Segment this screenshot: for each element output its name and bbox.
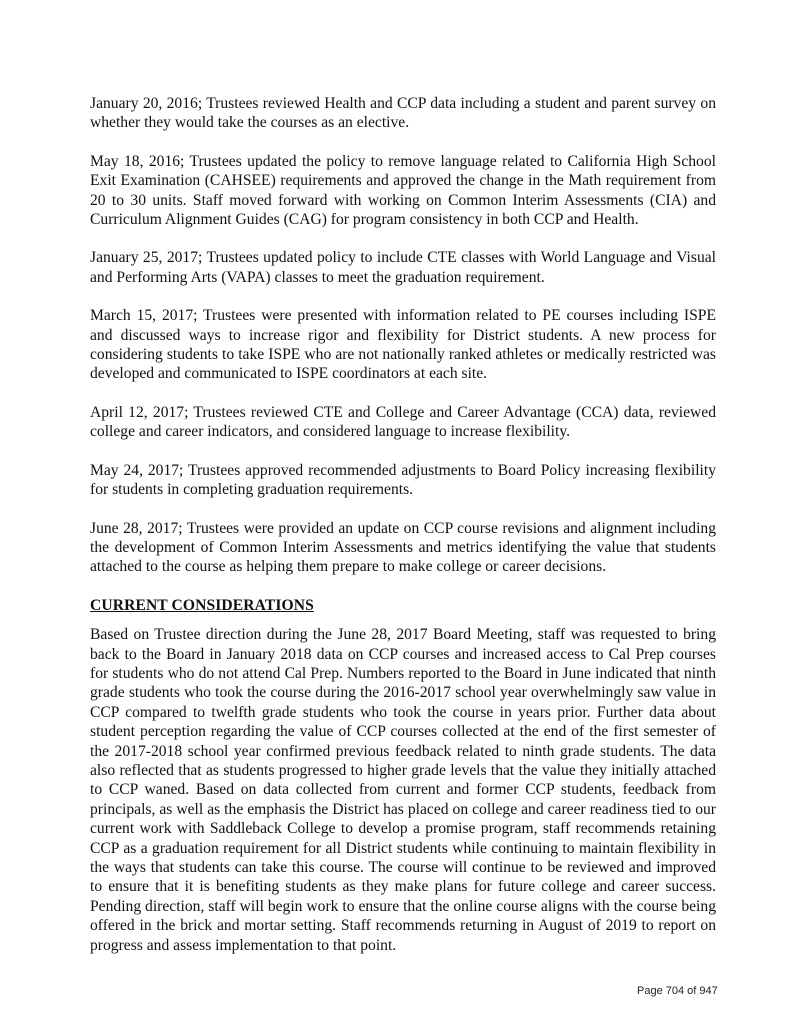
section-heading-current-considerations: CURRENT CONSIDERATIONS — [90, 596, 314, 614]
timeline-entry-jun-28-2017: June 28, 2017; Trustees were provided an update on CCP course revisions and alignment including the development of Common Interim Assessments and metrics identifying the value that students attached to the course as helping them prepare to make college or career decisions. — [90, 519, 716, 576]
timeline-entry-jan-25-2017: January 25, 2017; Trustees updated policy to include CTE classes with World Language and Visual and Performing Arts (VAPA) classes to meet the graduation requirement. — [90, 249, 716, 286]
timeline-entry-may-24-2017: May 24, 2017; Trustees approved recommended adjustments to Board Policy increasing flexibility for students in completing graduation requirements. — [90, 461, 716, 499]
current-considerations-body: Based on Trustee direction during the June 28, 2017 Board Meeting, staff was requested to bring back to the Board in January 2018 data on CCP courses and increased access to Cal Prep courses for students who do not attend Cal Prep. Numbers reported to the Board in June indicated that ninth grade students who took the course during the 2016-2017 school year overwhelmingly saw value in CCP compared to twelfth grade students who took the course in years prior. Further data about student perception regarding the value of CCP courses collected at the end of the first semester of the 2017-2018 school year confirmed previous feedback related to ninth grade students. The data also reflected that as students progressed to higher grade levels that the value they initially attached to CCP waned. Based on data collected from current and former CCP students, feedback from principals, as well as the emphasis the District has placed on college and career readiness tied to our current work with Saddleback College to develop a promise program, staff recommends retaining CCP as a graduation requirement for all District students while continuing to maintain flexibility in the ways that students can take this course. The course will continue to be reviewed and improved to ensure that it is benefiting students as they make plans for future college and career success. Pending direction, staff will begin work to ensure that the online course aligns with the course being offered in the brick and mortar setting. Staff recommends returning in August of 2019 to report on progress and assess implementation to that point. — [90, 626, 716, 954]
timeline-entry-mar-15-2017: March 15, 2017; Trustees were presented with information related to PE courses including ISPE and discussed ways to increase rigor and flexibility for District students. A new process for considering students to take ISPE who are not nationally ranked athletes or medically restricted was developed and communicated to ISPE coordinators at each site. — [90, 307, 716, 383]
document-body — [90, 94, 716, 955]
timeline-entry-jan-20-2016: January 20, 2016; Trustees reviewed Health and CCP data including a student and parent survey on whether they would take the courses as an elective. — [90, 95, 716, 132]
timeline-entry-apr-12-2017: April 12, 2017; Trustees reviewed CTE and College and Career Advantage (CCA) data, reviewed college and career indicators, and considered language to increase flexibility. — [90, 403, 716, 441]
timeline-entry-may-18-2016: May 18, 2016; Trustees updated the policy to remove language related to California High School Exit Examination (CAHSEE) requirements and approved the change in the Math requirement from 20 to 30 units. Staff moved forward with working on Common Interim Assessments (CIA) and Curriculum Alignment Guides (CAG) for program consistency in both CCP and Health. — [90, 152, 716, 229]
page-number: Page 704 of 947 — [637, 985, 718, 997]
